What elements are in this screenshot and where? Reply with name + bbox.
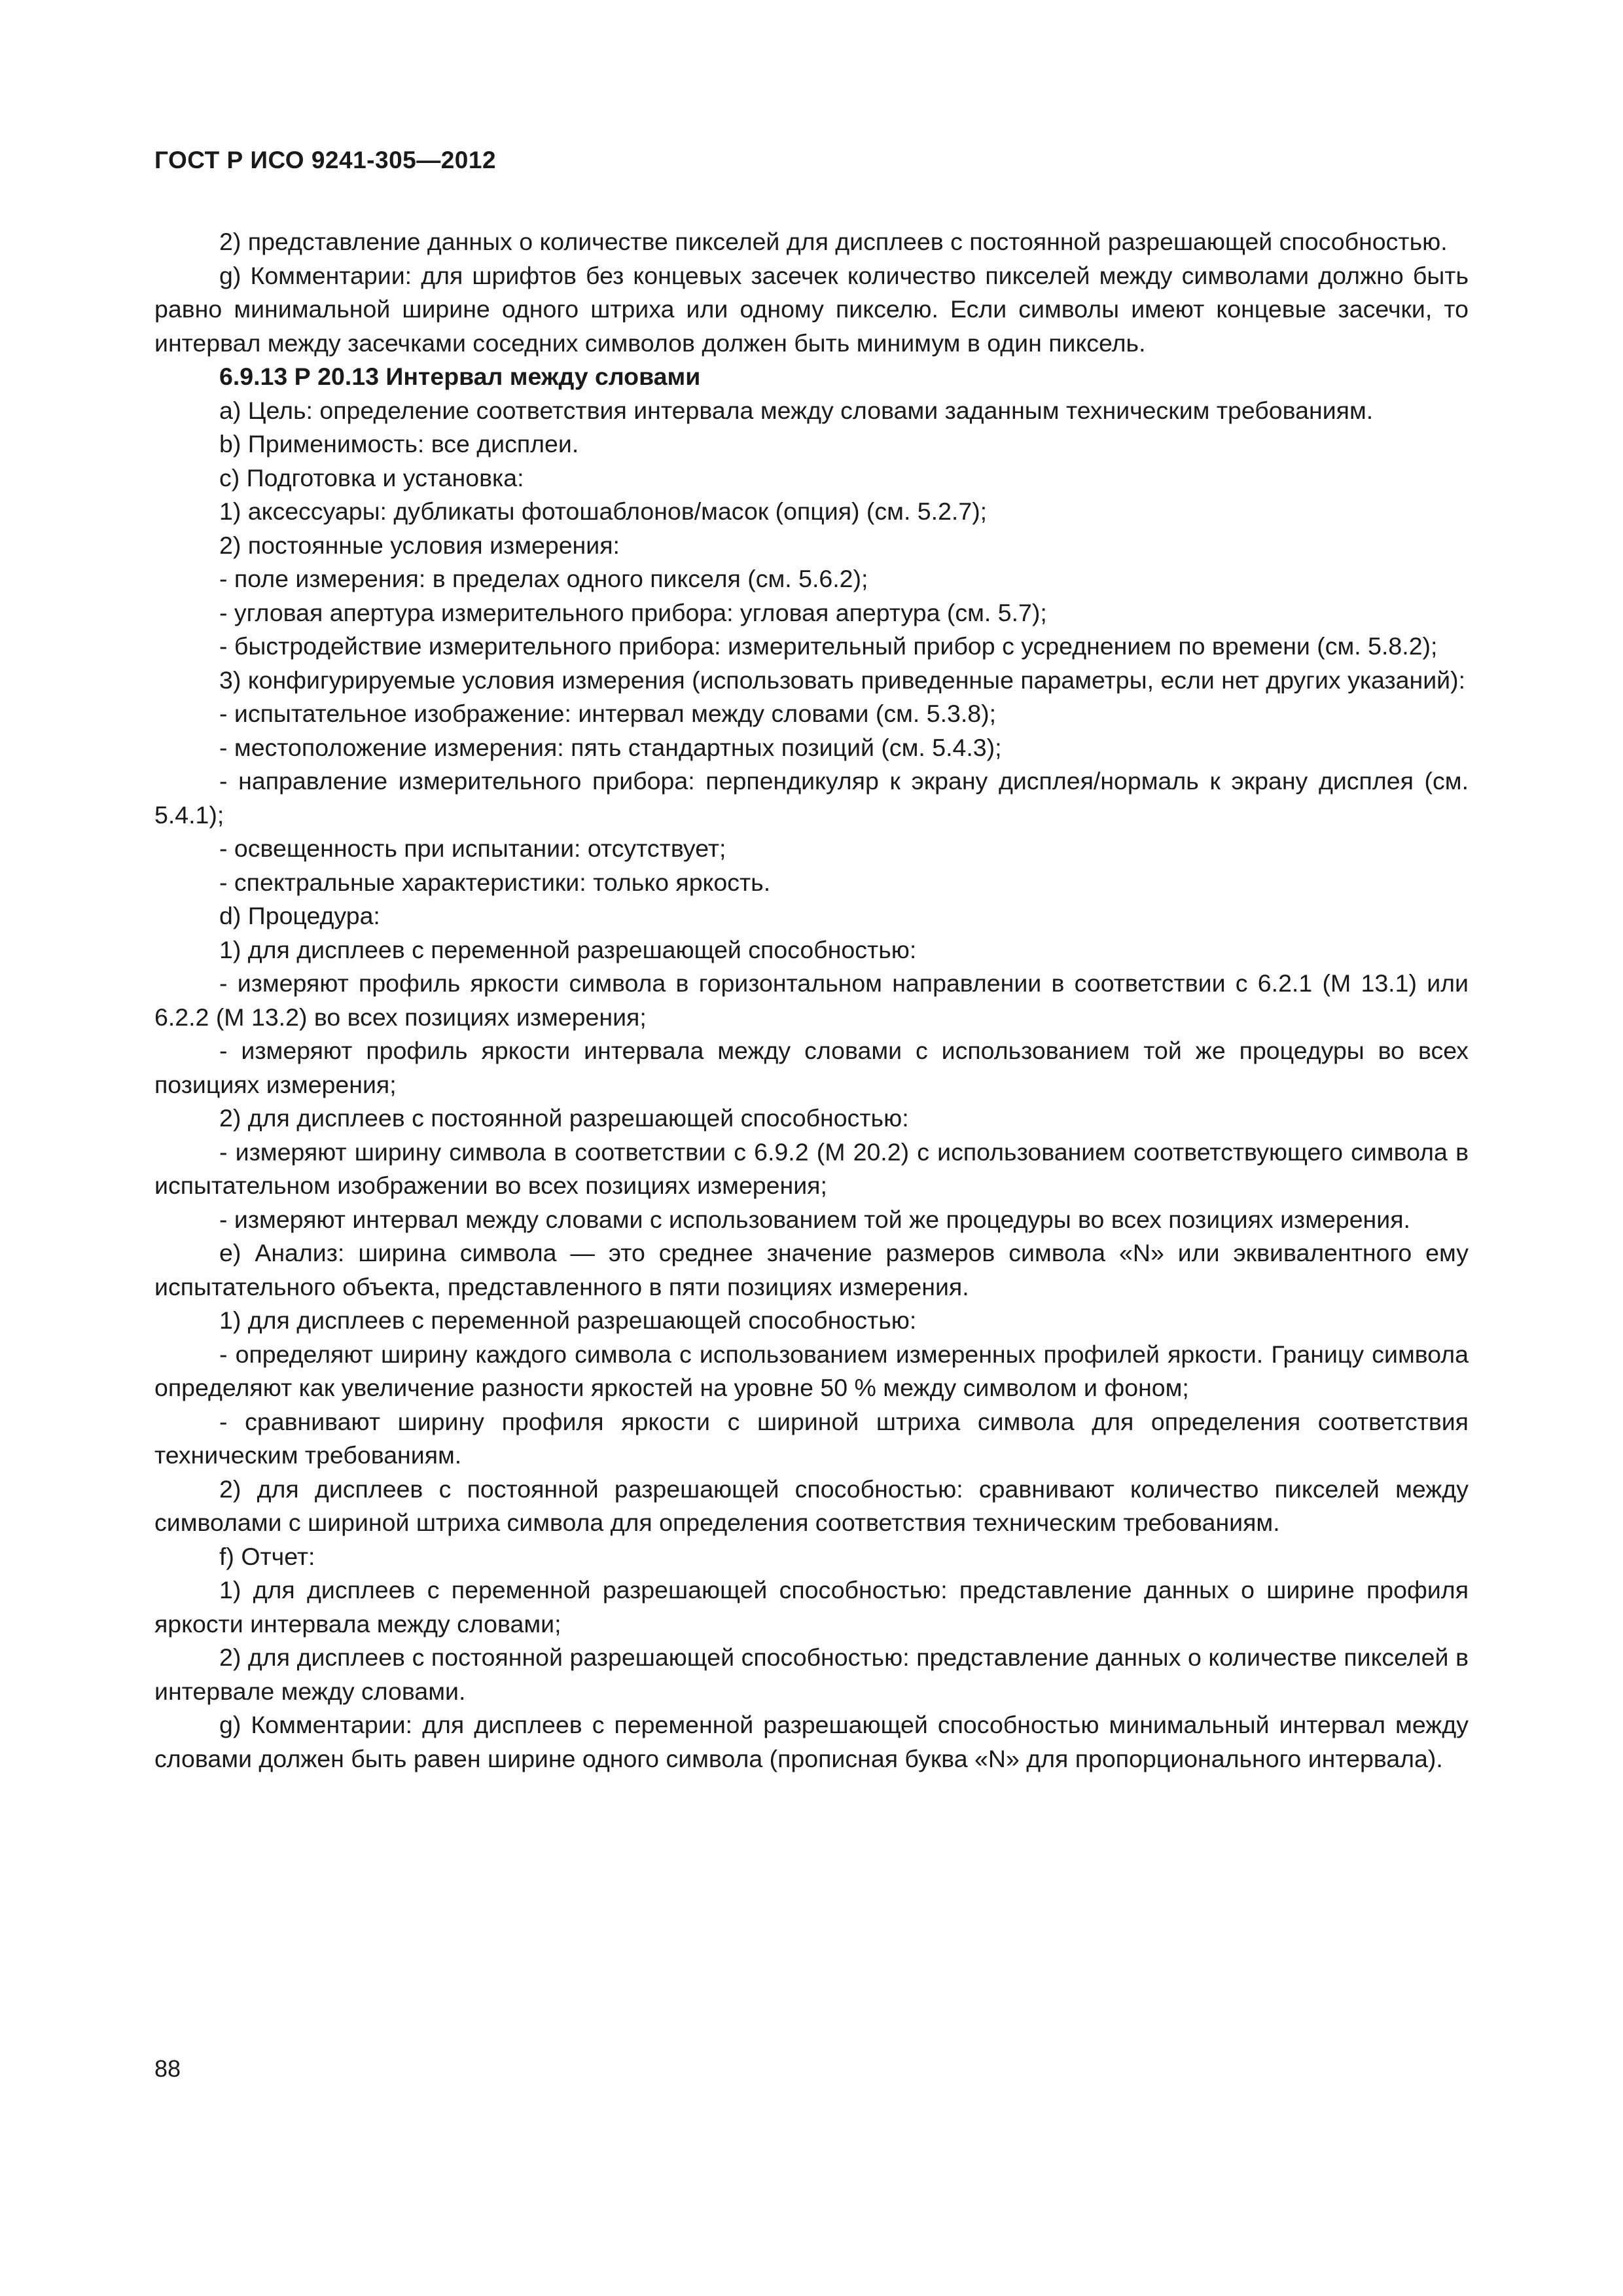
paragraph: 1) для дисплеев с переменной разрешающей способностью: (219, 1306, 917, 1334)
paragraph: - измеряют профиль яркости символа в горизонтальном направлении в соответствии с 6.2.1 (М 13.1) или 6.2.2 (М 13.2) во всех позициях измерения; (154, 969, 1469, 1031)
section-heading: 6.9.13 Р 20.13 Интервал между словами (219, 363, 701, 390)
paragraph: 1) аксессуары: дубликаты фотошаблонов/масок (опция) (см. 5.2.7); (219, 497, 988, 525)
paragraph: g) Комментарии: для шрифтов без концевых засечек количество пикселей между символами должно быть равно минимальной ширине одного штриха или одному пикселю. Если символы имеют концевые засечки, то интервал между засечками соседних символов должен быть минимум в один пиксель. (154, 261, 1469, 357)
paragraph: - испытательное изображение: интервал между словами (см. 5.3.8); (219, 700, 997, 727)
paragraph: - определяют ширину каждого символа с использованием измеренных профилей яркости. Границу символа определяют как увеличение разности яркостей на уровне 50 % между символом и фоном; (154, 1340, 1469, 1401)
paragraph: 3) конфигурируемые условия измерения (использовать приведенные параметры, если нет других указаний): (219, 666, 1466, 694)
document-header: ГОСТ Р ИСО 9241-305—2012 (154, 147, 497, 173)
paragraph: а) Цель: определение соответствия интервала между словами заданным техническим требованиям. (219, 396, 1374, 424)
paragraph: 1) для дисплеев с переменной разрешающей способностью: (219, 935, 917, 963)
paragraph: g) Комментарии: для дисплеев с переменной разрешающей способностью минимальный интервал между словами должен быть равен ширине одного символа (прописная буква «N» для пропорционального интервала). (154, 1711, 1469, 1772)
paragraph: - поле измерения: в пределах одного пикселя (см. 5.6.2); (219, 565, 868, 592)
paragraph: - измеряют ширину символа в соответствии с 6.9.2 (М 20.2) с использованием соответствующего символа в испытательном изображении во всех позициях измерения; (154, 1138, 1469, 1199)
paragraph: d) Процедура: (219, 902, 380, 929)
paragraph: 2) для дисплеев с постоянной разрешающей способностью: сравнивают количество пикселей между символами с шириной штриха символа для определения соответствия техническим требованиям. (154, 1475, 1469, 1536)
document-body (154, 225, 1469, 1776)
paragraph: - освещенность при испытании: отсутствует; (219, 834, 726, 862)
paragraph: f) Отчет: (219, 1542, 315, 1570)
paragraph: - местоположение измерения: пять стандартных позиций (см. 5.4.3); (219, 733, 1002, 761)
paragraph: - угловая апертура измерительного прибора: угловая апертура (см. 5.7); (219, 598, 1047, 626)
paragraph: - быстродействие измерительного прибора: измерительный прибор с усреднением по времени (см. 5.8.2); (219, 632, 1438, 660)
paragraph: c) Подготовка и установка: (219, 463, 524, 492)
paragraph: 2) представление данных о количестве пикселей для дисплеев с постоянной разрешающей способностью. (219, 228, 1448, 255)
paragraph: - сравнивают ширину профиля яркости с шириной штриха символа для определения соответствия техническим требованиям. (154, 1407, 1469, 1469)
paragraph: 2) постоянные условия измерения: (219, 531, 620, 559)
paragraph: 2) для дисплеев с постоянной разрешающей способностью: представление данных о количестве пикселей в интервале между словами. (154, 1643, 1469, 1705)
paragraph: - измеряют профиль яркости интервала между словами с использованием той же процедуры во всех позициях измерения; (154, 1037, 1469, 1098)
paragraph: - направление измерительного прибора: перпендикуляр к экрану дисплея/нормаль к экрану дисплея (см. 5.4.1); (154, 767, 1469, 829)
paragraph: e) Анализ: ширина символа — это среднее значение размеров символа «N» или эквивалентного ему испытательного объекта, представленного в пяти позициях измерения. (154, 1239, 1469, 1300)
page-number: 88 (154, 2055, 181, 2082)
paragraph: - измеряют интервал между словами с использованием той же процедуры во всех позициях измерения. (219, 1205, 1410, 1233)
paragraph: b) Применимость: все дисплеи. (219, 430, 579, 457)
paragraph: - спектральные характеристики: только яркость. (219, 868, 771, 896)
paragraph: 2) для дисплеев с постоянной разрешающей способностью: (219, 1104, 909, 1132)
paragraph: 1) для дисплеев с переменной разрешающей способностью: представление данных о ширине профиля яркости интервала между словами; (154, 1576, 1469, 1638)
